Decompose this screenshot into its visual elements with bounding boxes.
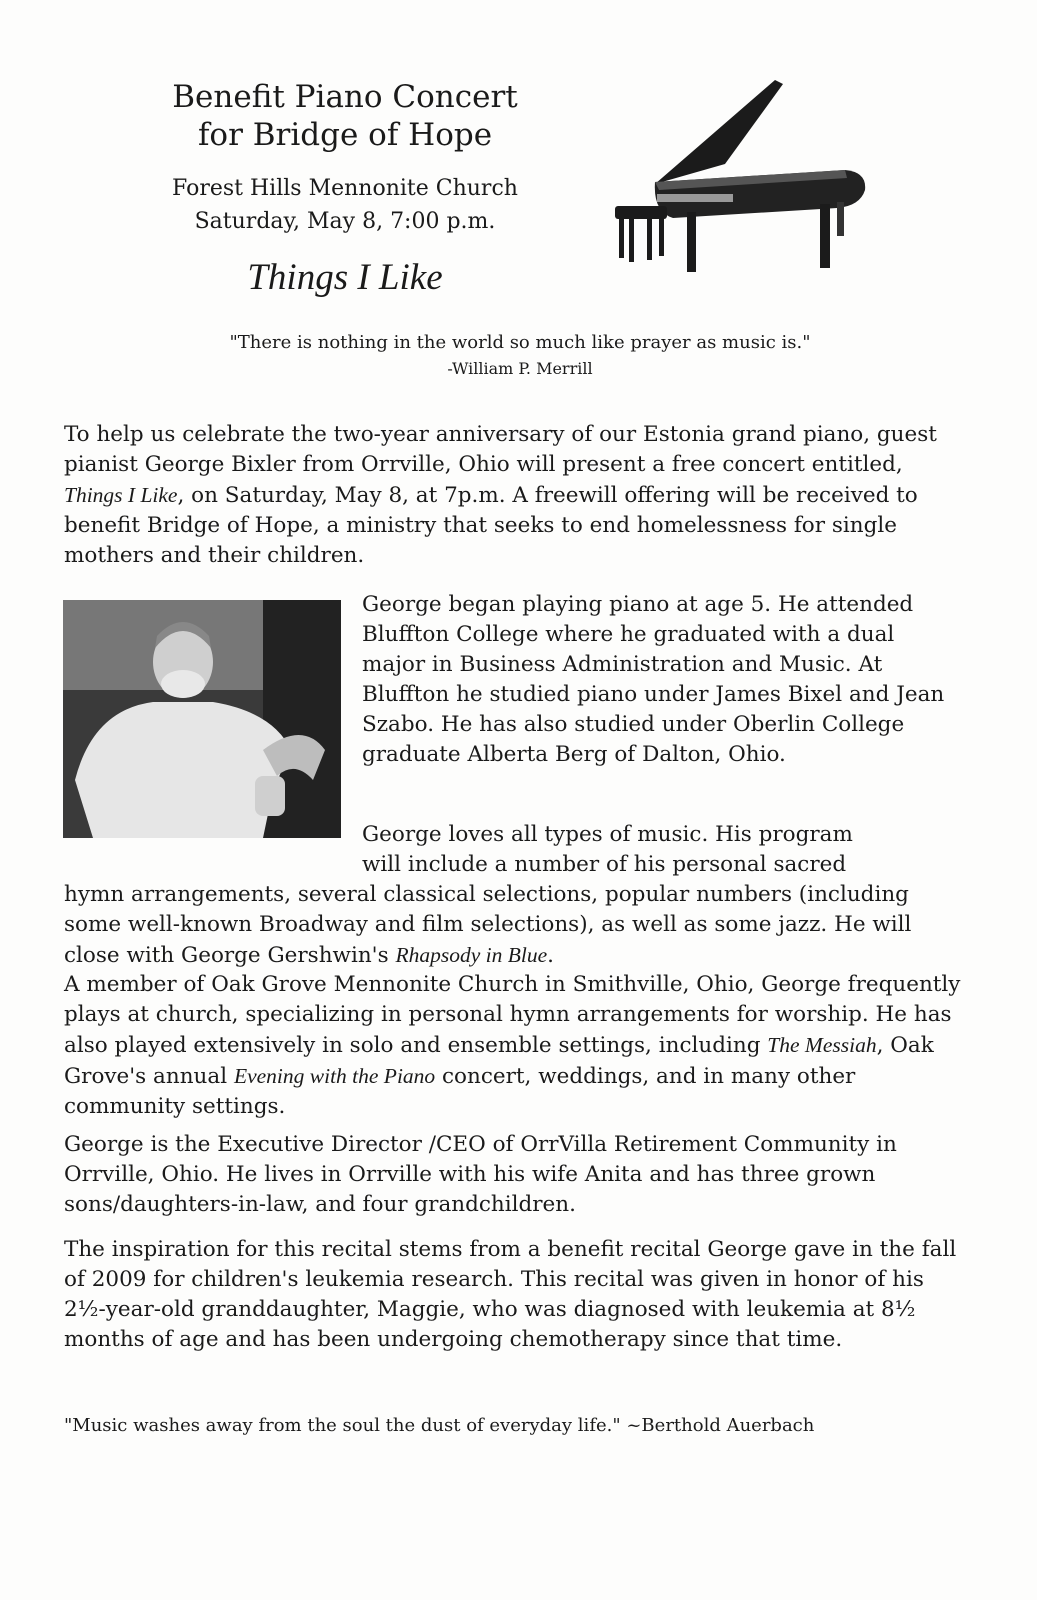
inspiration-paragraph: The inspiration for this recital stems from a benefit recital George gave in the fall of 2009 for children's leukemia research. This recital was given in honor of his 2½-year-old granddaughter, Maggie, who was diagnosed with leukemia at 8½ months of age and has been undergoing chemotherapy since that time. bbox=[64, 1237, 957, 1352]
intro-title: Things I Like bbox=[64, 483, 178, 507]
event-datetime: Saturday, May 8, 7:00 p.m. bbox=[194, 209, 496, 234]
pianist-photo bbox=[63, 600, 341, 838]
grand-piano-icon bbox=[615, 72, 875, 282]
concert-subtitle: Things I Like bbox=[247, 257, 443, 298]
opening-quote bbox=[60, 330, 980, 382]
bio-paragraph: George began playing piano at age 5. He attended Bluffton College where he graduated with a dual major in Business Administration and Music. At Bluffton he studied piano under James Bixel and Jean Szabo. He has also studied under Oberlin College graduate Alberta Berg of Dalton, Ohio. bbox=[362, 592, 945, 767]
music-text: hymn arrangements, several classical selections, popular numbers (including some well-known Broadway and film selections), as well as some jazz. He will close with George Gershwin's bbox=[64, 882, 912, 968]
member-italic-2: Evening with the Piano bbox=[233, 1064, 436, 1088]
venue-name: Forest Hills Mennonite Church bbox=[172, 176, 518, 201]
intro-paragraph bbox=[64, 420, 964, 571]
intro-text-2: , on Saturday, May 8, at 7p.m. A freewill offering will be received to benefit Bridge of Hope, a ministry that seeks to end homelessness for single mothers and their children. bbox=[64, 483, 918, 568]
intro-text-1: To help us celebrate the two-year anniversary of our Estonia grand piano, guest pianist George Bixler from Orrville, Ohio will present a free concert entitled, bbox=[64, 422, 937, 477]
director-paragraph: George is the Executive Director /CEO of OrrVilla Retirement Community in Orrville, Ohio. He lives in Orrville with his wife Anita and has three grown sons/daughters-in-law, and four grandchildren. bbox=[64, 1132, 897, 1217]
member-text-2: , Oak Grove's annual bbox=[64, 1033, 934, 1089]
member-text-3: concert, weddings, and in many other community settings. bbox=[64, 1064, 856, 1119]
closing-quote: "Music washes away from the soul the dust of everyday life." ~Berthold Auerbach bbox=[64, 1415, 815, 1436]
pianist-portrait-icon bbox=[63, 600, 341, 838]
music-italic-title: Rhapsody in Blue bbox=[395, 943, 548, 967]
music-line-1: George loves all types of music. His program bbox=[362, 822, 853, 847]
venue-block bbox=[130, 172, 560, 238]
member-text-1: A member of Oak Grove Mennonite Church in Smithville, Ohio, George frequently plays at church, specializing in personal hymn arrangements for worship. He has also played extensively in solo and ensemble settings, including bbox=[64, 972, 961, 1058]
header bbox=[130, 78, 560, 299]
music-end: . bbox=[547, 943, 554, 968]
member-paragraph bbox=[64, 970, 964, 1122]
music-paragraph bbox=[64, 820, 964, 971]
opening-quote-text: "There is nothing in the world so much like prayer as music is." bbox=[229, 332, 811, 353]
page-title bbox=[130, 78, 560, 154]
music-line-2: will include a number of his personal sacred bbox=[362, 852, 847, 877]
title-line-1: Benefit Piano Concert bbox=[172, 79, 518, 115]
member-italic-1: The Messiah bbox=[767, 1033, 877, 1057]
title-line-2: for Bridge of Hope bbox=[197, 117, 493, 153]
opening-quote-attribution: -William P. Merrill bbox=[447, 359, 593, 378]
